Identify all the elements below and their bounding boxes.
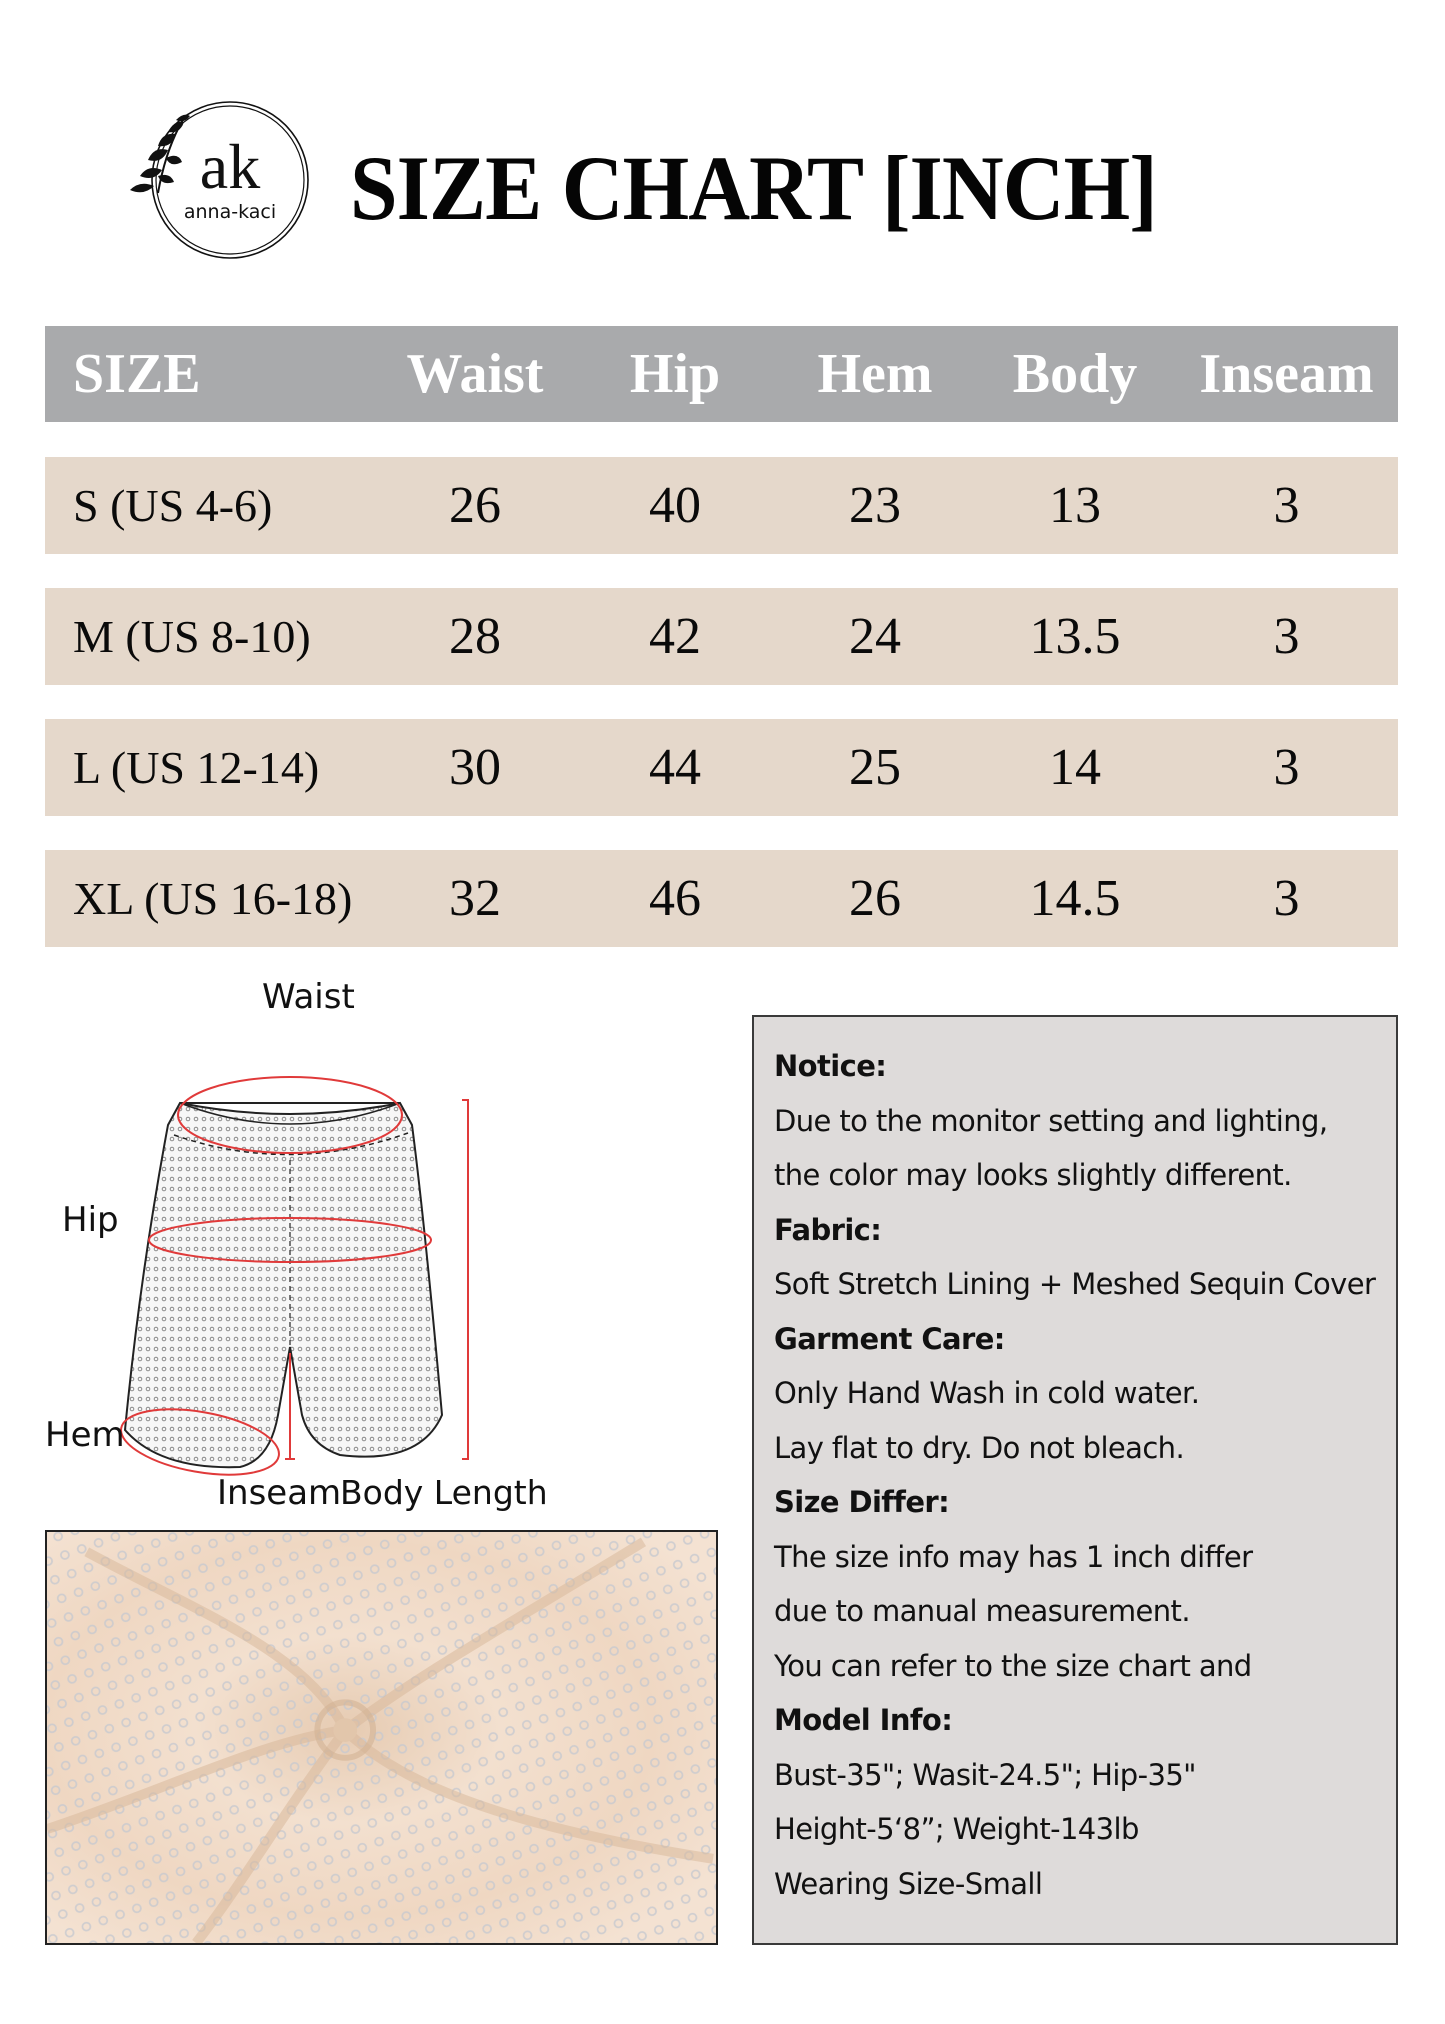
hem-cell: 26 xyxy=(849,870,901,927)
notice-heading: Notice: xyxy=(774,1049,887,1083)
size-differ-heading: Size Differ: xyxy=(774,1485,950,1519)
brand-logo xyxy=(118,98,318,268)
page-title: SIZE CHART [INCH] xyxy=(350,137,1157,239)
table-row xyxy=(45,457,1398,554)
size-cell: M (US 8-10) xyxy=(73,611,311,662)
garment-care-text: Only Hand Wash in cold water. xyxy=(774,1376,1200,1410)
model-info-text: Height-5‘8”; Weight-143lb xyxy=(774,1812,1139,1846)
inseam-cell: 3 xyxy=(1273,739,1300,796)
waist-cell: 28 xyxy=(449,608,501,665)
notice-text: the color may looks slightly different. xyxy=(774,1158,1292,1192)
waist-label: Waist xyxy=(262,977,355,1017)
hem-cell: 24 xyxy=(849,608,901,665)
inseam-cell: 3 xyxy=(1273,870,1300,927)
hip-label: Hip xyxy=(62,1200,119,1240)
hem-cell: 25 xyxy=(849,739,901,796)
hip-cell: 42 xyxy=(649,608,701,665)
waist-cell: 30 xyxy=(449,739,501,796)
size-cell: XL (US 16-18) xyxy=(73,873,353,924)
svg-text:ak: ak xyxy=(199,131,261,202)
size-cell: S (US 4-6) xyxy=(73,480,273,531)
hem-cell: 23 xyxy=(849,477,901,534)
sequin-fabric-icon xyxy=(47,1532,716,1943)
body-cell: 13 xyxy=(1049,477,1101,534)
table-row xyxy=(45,850,1398,947)
header-hip: Hip xyxy=(629,343,721,405)
hip-cell: 46 xyxy=(649,870,701,927)
header-size: SIZE xyxy=(73,343,201,405)
header-hem: Hem xyxy=(817,343,933,405)
measurement-diagram xyxy=(40,975,740,1515)
model-info-text: Bust-35"; Wasit-24.5"; Hip-35" xyxy=(774,1757,1196,1792)
shorts-illustration-icon xyxy=(40,975,740,1515)
model-info-text: Wearing Size-Small xyxy=(774,1866,1043,1901)
garment-care-heading: Garment Care: xyxy=(774,1321,1005,1356)
body-cell: 13.5 xyxy=(1029,608,1121,665)
garment-care-text: Lay flat to dry. Do not bleach. xyxy=(774,1430,1185,1465)
body-length-label: Body Length xyxy=(340,1473,548,1512)
product-notice-box xyxy=(752,1015,1398,1945)
body-cell: 14 xyxy=(1049,739,1101,796)
table-row xyxy=(45,588,1398,685)
size-table-header xyxy=(45,326,1398,422)
body-cell: 14.5 xyxy=(1029,870,1121,927)
hip-cell: 40 xyxy=(649,477,701,534)
inseam-cell: 3 xyxy=(1273,608,1300,665)
size-differ-text: due to manual measurement. xyxy=(774,1594,1190,1628)
model-info-heading: Model Info: xyxy=(774,1703,953,1737)
header-inseam: Inseam xyxy=(1199,343,1374,405)
notice-text: Due to the monitor setting and lighting, xyxy=(774,1103,1328,1138)
header-body: Body xyxy=(1012,343,1138,405)
waist-cell: 32 xyxy=(449,870,501,927)
waist-cell: 26 xyxy=(449,477,501,534)
fabric-text: Soft Stretch Lining + Meshed Sequin Cover xyxy=(774,1267,1376,1301)
svg-text:anna-kaci: anna-kaci xyxy=(183,201,277,223)
leaf-wreath-icon xyxy=(118,98,318,268)
fabric-swatch-image xyxy=(45,1530,718,1945)
header-waist: Waist xyxy=(406,343,544,405)
inseam-cell: 3 xyxy=(1273,477,1300,534)
fabric-heading: Fabric: xyxy=(774,1212,882,1247)
size-differ-text: You can refer to the size chart and xyxy=(774,1648,1252,1683)
inseam-label: Inseam xyxy=(217,1473,342,1513)
table-row xyxy=(45,719,1398,816)
size-differ-text: The size info may has 1 inch differ xyxy=(774,1539,1253,1574)
size-cell: L (US 12-14) xyxy=(73,742,320,793)
hip-cell: 44 xyxy=(649,739,701,796)
hem-label: Hem xyxy=(45,1415,125,1455)
